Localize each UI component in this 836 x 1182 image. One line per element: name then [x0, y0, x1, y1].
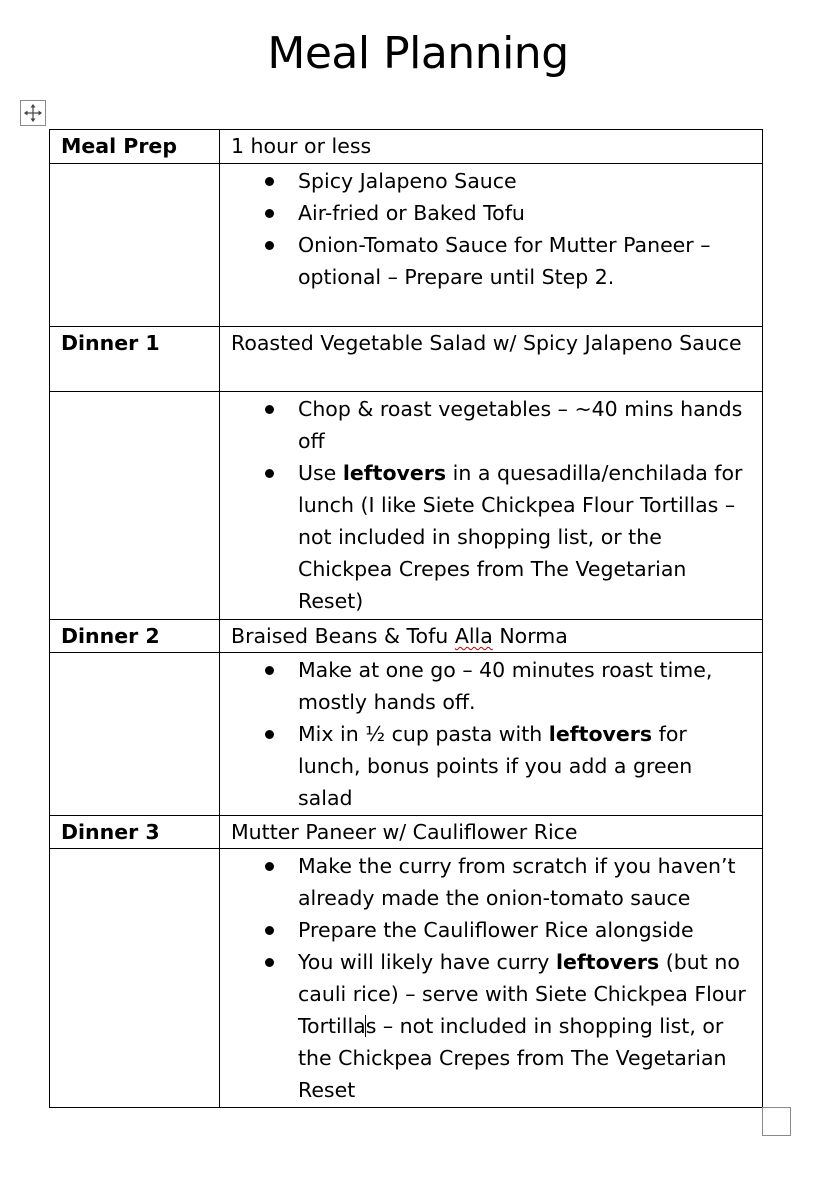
text-run: (but no cauli rice) – serve with Siete Chickpea Flour Tortilla [298, 950, 746, 1038]
list-item: Spicy Jalapeno Sauce [298, 165, 752, 197]
text-run: Mix in ½ cup pasta with [298, 722, 549, 746]
row-label-dinner-3[interactable]: Dinner 3 [50, 816, 220, 849]
list-item: Make the curry from scratch if you haven’t already made the onion-tomato sauce [298, 850, 752, 914]
table-row [50, 327, 763, 392]
dinner-3-details[interactable] [220, 849, 763, 1108]
dinner-2-heading[interactable] [220, 620, 763, 653]
empty-cell[interactable] [50, 653, 220, 816]
dinner-1-heading[interactable]: Roasted Vegetable Salad w/ Spicy Jalapeno Sauce [220, 327, 763, 392]
bold-text: leftovers [342, 461, 447, 485]
empty-cell[interactable] [50, 392, 220, 620]
list-item [298, 946, 752, 1106]
text-run: for lunch, bonus points if you add a green salad [298, 722, 693, 810]
row-label-dinner-2[interactable]: Dinner 2 [50, 620, 220, 653]
list-item: Prepare the Cauliflower Rice alongside [298, 914, 752, 946]
empty-cell[interactable] [50, 849, 220, 1108]
table-resize-handle-icon[interactable] [762, 1107, 791, 1136]
empty-cell[interactable] [50, 164, 220, 327]
meal-prep-details[interactable] [220, 164, 763, 327]
bold-text: leftovers [548, 722, 653, 746]
bold-text: leftovers [555, 950, 660, 974]
four-way-arrow-icon [23, 103, 43, 123]
text-run: Braised Beans & Tofu [231, 624, 455, 648]
meal-prep-heading[interactable]: 1 hour or less [220, 130, 763, 164]
dinner-1-details[interactable] [220, 392, 763, 620]
table-row [50, 164, 763, 327]
table-row [50, 620, 763, 653]
row-label-meal-prep[interactable]: Meal Prep [50, 130, 220, 164]
table-row [50, 392, 763, 620]
table-row [50, 816, 763, 849]
dinner-2-details[interactable] [220, 653, 763, 816]
table-row [50, 130, 763, 164]
row-label-dinner-1[interactable]: Dinner 1 [50, 327, 220, 392]
text-run: Norma [492, 624, 568, 648]
meal-plan-table [49, 129, 763, 1108]
text-run: in a quesadilla/enchilada for lunch (I like Siete Chickpea Flour Tortillas – not included in shopping list, or the Chickpea Crepes from The Vegetarian Reset) [298, 461, 743, 613]
list-item: Onion-Tomato Sauce for Mutter Paneer – optional – Prepare until Step 2. [298, 229, 752, 293]
dinner-3-heading[interactable]: Mutter Paneer w/ Cauliflower Rice [220, 816, 763, 849]
list-item: Air-fried or Baked Tofu [298, 197, 752, 229]
text-run: s – not included in shopping list, or the Chickpea Crepes from The Vegetarian Reset [298, 1014, 727, 1102]
table-row [50, 849, 763, 1108]
document-title: Meal Planning [267, 28, 569, 79]
list-item: Make at one go – 40 minutes roast time, mostly hands off. [298, 654, 752, 718]
text-run: Use [298, 461, 343, 485]
table-row [50, 653, 763, 816]
list-item: Chop & roast vegetables – ~40 mins hands off [298, 393, 752, 457]
table-move-handle-icon[interactable] [20, 100, 46, 126]
text-run: You will likely have curry [298, 950, 556, 974]
list-item [298, 457, 752, 617]
list-item [298, 718, 752, 814]
spelling-flagged-word: Alla [454, 624, 493, 648]
